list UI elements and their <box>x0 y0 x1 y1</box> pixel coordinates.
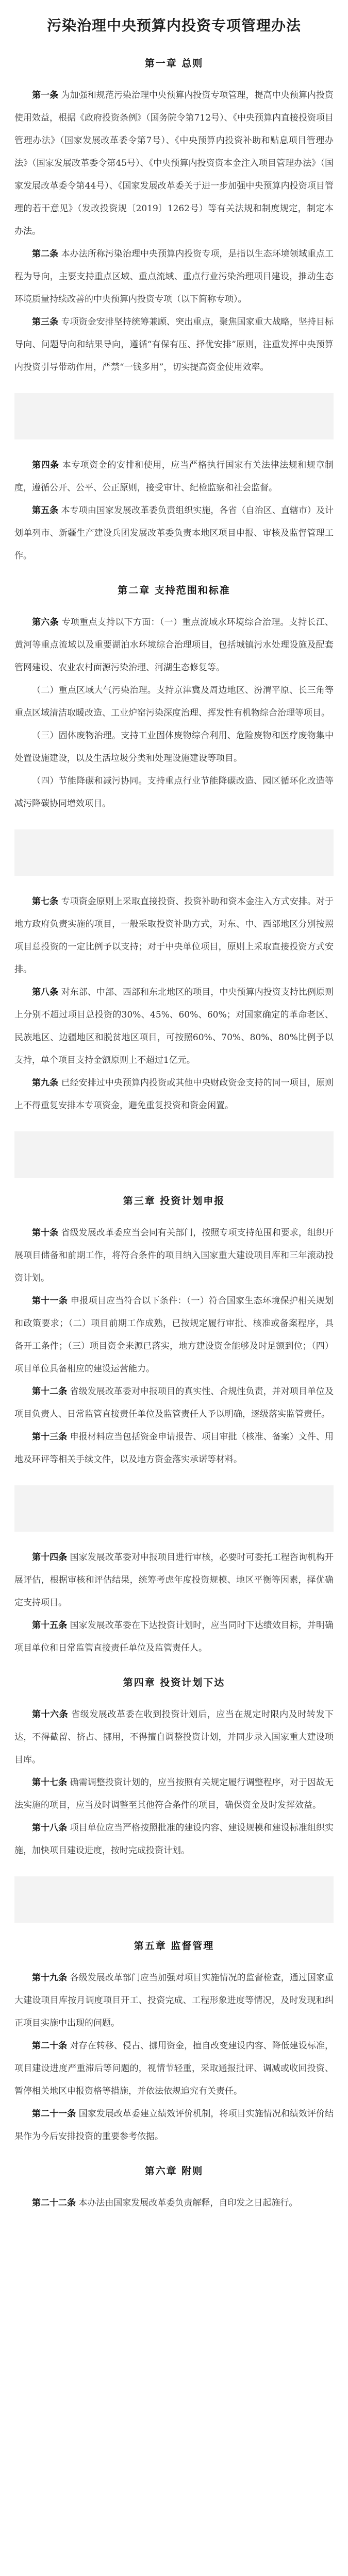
article-paragraph: 第九条 已经安排过中央预算内投资或其他中央财政资金支持的同一项目，原则上不得重复安排本专项资金，避免重复投资和资金闲置。 <box>14 1078 334 1111</box>
article-paragraph: 第十条 省级发展改革委应当会同有关部门，按照专项支持范围和要求，组织开展项目储备和前期工作，将符合条件的项目纳入国家重大建设项目库和三年滚动投资计划。 <box>14 1228 334 1283</box>
article-label: 第六条 <box>32 617 59 628</box>
article-label: 第十三条 <box>32 1432 68 1442</box>
article-paragraph: 第十八条 项目单位应当严格按照批准的建设内容、建设规模和建设标准组织实施，加快项目建设进度，按时完成投资计划。 <box>14 1823 334 1856</box>
article-label: 第十九条 <box>32 1973 68 1983</box>
article-label: 第十二条 <box>32 1386 68 1397</box>
article-label: 第十五条 <box>32 1620 68 1631</box>
article-paragraph: 第六条 专项重点支持以下方面：（一）重点流域水环境综合治理。支持长江、黄河等重点流域以及重要湖泊水环境综合治理项目，包括城镇污水处理设施及配套管网建设、农业农村面源污染治理、河湖生态修复等。 <box>14 617 334 673</box>
chapter-heading: 第二章 支持范围和标准 <box>118 585 230 596</box>
article-paragraph: 第八条 对东部、中部、西部和东北地区的项目，中央预算内投资支持比例原则上分别不超过项目总投资的30%、45%、60%、60%；对国家确定的革命老区、民族地区、边疆地区和脱贫地区项目，可按照60%、70%、80%、80%比例予以支持，单个项目支持金额原则上不超过1亿元。 <box>14 987 334 1065</box>
page-break <box>14 1485 334 1532</box>
chapter-heading: 第五章 监督管理 <box>134 1940 214 1952</box>
item-paragraph: （三）固体废物治理。支持工业固体废物综合利用、危险废物和医疗废物集中处置设施建设，以及生活垃圾分类和处理设施建设等项目。 <box>14 731 334 764</box>
page-break <box>14 1131 334 1178</box>
page-title: 污染治理中央预算内投资专项管理办法 <box>46 17 301 34</box>
article-label: 第十六条 <box>32 1709 69 1720</box>
article-paragraph: 第二条 本办法所称污染治理中央预算内投资专项，是指以生态环境领域重点工程为导向，主要支持重点区域、重点流域、重点行业污染治理项目建设，推动生态环境质量持续改善的中央预算内投资专项（以下简称专项）。 <box>14 249 334 304</box>
chapter-heading: 第三章 投资计划申报 <box>123 1195 225 1207</box>
chapter-heading: 第一章 总则 <box>144 58 204 69</box>
page-break <box>14 393 334 439</box>
article-label: 第二条 <box>32 249 59 259</box>
article-paragraph: 第一条 为加强和规范污染治理中央预算内投资专项管理，提高中央预算内投资使用效益，根据《政府投资条例》（国务院令第712号）、《中央预算内直接投资项目管理办法》（国家发展改革委令第7号）、《中央预算内投资补助和贴息项目管理办法》（国家发展改革委令第45号）、《中央预算内投资资本金注入项目管理办法》（国家发展改革委令第44号）、《国家发展改革委关于进一步加强中央预算内投资项目管理的若干意见》（发改投资规〔2019〕1262号）等有关法规和制度规定，制定本办法。 <box>14 90 334 236</box>
article-paragraph: 第十五条 国家发展改革委在下达投资计划时，应当同时下达绩效目标，并明确项目单位和日常监管直接责任单位及监管责任人。 <box>14 1620 334 1653</box>
article-label: 第十八条 <box>32 1823 68 1833</box>
article-label: 第五条 <box>32 505 59 516</box>
article-paragraph: 第十一条 申报项目应当符合以下条件：（一）符合国家生态环境保护相关规划和政策要求；（二）项目前期工作成熟，已按规定履行审批、核准或备案程序，具备开工条件；（三）项目资金来源已落实，地方建设资金能够及时足额到位；（四）项目单位具备相应的建设运营能力。 <box>14 1296 334 1374</box>
item-paragraph: （二）重点区域大气污染治理。支持京津冀及周边地区、汾渭平原、长三角等重点区域清洁取暖改造、工业炉窑污染深度治理、挥发性有机物综合治理等项目。 <box>14 685 334 718</box>
article-paragraph: 第十九条 各级发展改革部门应当加强对项目实施情况的监督检查，通过国家重大建设项目库按月调度项目开工、投资完成、工程形象进度等情况，及时发现和纠正项目实施中出现的问题。 <box>14 1973 334 2028</box>
document-body <box>0 56 348 2214</box>
page-break <box>14 829 334 876</box>
article-label: 第二十二条 <box>32 2198 76 2208</box>
article-label: 第十一条 <box>32 1296 68 1306</box>
article-paragraph: 第十二条 省级发展改革委对申报项目的真实性、合规性负责，并对项目单位及项目负责人、日常监管直接责任单位及监管责任人予以明确，逐级落实监管责任。 <box>14 1386 334 1419</box>
article-label: 第八条 <box>32 987 59 997</box>
item-paragraph: （四）节能降碳和减污协同。支持重点行业节能降碳改造、园区循环化改造等减污降碳协同增效项目。 <box>14 776 334 809</box>
article-label: 第十条 <box>32 1228 59 1238</box>
article-label: 第十四条 <box>32 1552 68 1563</box>
article-label: 第二十一条 <box>32 2109 76 2119</box>
article-label: 第一条 <box>32 90 59 100</box>
article-paragraph: 第四条 本专项资金的安排和使用，应当严格执行国家有关法律法规和规章制度，遵循公开、公平、公正原则，接受审计、纪检监察和社会监督。 <box>14 460 334 493</box>
article-paragraph: 第十三条 申报材料应当包括资金申请报告、项目审批（核准、备案）文件、用地及环评等相关手续文件，以及地方资金落实承诺等材料。 <box>14 1432 334 1465</box>
article-label: 第七条 <box>32 896 59 907</box>
article-paragraph: 第五条 本专项由国家发展改革委负责组织实施，各省（自治区、直辖市）及计划单列市、新疆生产建设兵团发展改革委负责本地区项目申报、审核及监督管理工作。 <box>14 505 334 561</box>
article-label: 第三条 <box>32 317 59 327</box>
chapter-heading: 第六章 附则 <box>144 2165 204 2177</box>
article-paragraph: 第十七条 确需调整投资计划的，应当按照有关规定履行调整程序，对于因故无法实施的项目，应当及时调整至其他符合条件的项目，确保资金及时发挥效益。 <box>14 1777 334 1810</box>
article-paragraph: 第二十条 对存在转移、侵占、挪用资金，擅自改变建设内容、降低建设标准，项目建设进度严重滞后等问题的，视情节轻重，采取通报批评、调减或收回投资、暂停相关地区申报资格等措施，并依法依规追究有关责任。 <box>14 2041 334 2096</box>
article-paragraph: 第三条 专项资金安排坚持统筹兼顾、突出重点，聚焦国家重大战略，坚持目标导向、问题导向和结果导向，遵循“有保有压、择优安排”原则，注重发挥中央预算内投资引导带动作用，严禁“一钱多用”，切实提高资金使用效率。 <box>14 317 334 372</box>
article-paragraph: 第二十一条 国家发展改革委建立绩效评价机制，将项目实施情况和绩效评价结果作为今后安排投资的重要参考依据。 <box>14 2109 334 2142</box>
page-break <box>14 1876 334 1923</box>
article-label: 第十七条 <box>32 1777 68 1788</box>
article-paragraph: 第二十二条 本办法由国家发展改革委负责解释，自印发之日起施行。 <box>32 2198 298 2208</box>
article-label: 第九条 <box>32 1078 59 1088</box>
article-paragraph: 第十六条 省级发展改革委在收到投资计划后，应当在规定时限内及时转发下达，不得截留、挤占、挪用，不得擅自调整投资计划，并同步录入国家重大建设项目库。 <box>14 1709 334 1765</box>
article-paragraph: 第十四条 国家发展改革委对申报项目进行审核，必要时可委托工程咨询机构开展评估，根据审核和评估结果，统筹考虑年度投资规模、地区平衡等因素，择优确定支持项目。 <box>14 1552 334 1608</box>
article-label: 第四条 <box>32 460 59 470</box>
article-label: 第二十条 <box>32 2041 68 2051</box>
chapter-heading: 第四章 投资计划下达 <box>123 1677 225 1688</box>
article-paragraph: 第七条 专项资金原则上采取直接投资、投资补助和资本金注入方式安排。对于地方政府负责实施的项目，一般采取投资补助方式，对东、中、西部地区分别按照项目总投资的一定比例予以支持；对于中央单位项目，原则上采取直接投资方式安排。 <box>14 896 334 975</box>
